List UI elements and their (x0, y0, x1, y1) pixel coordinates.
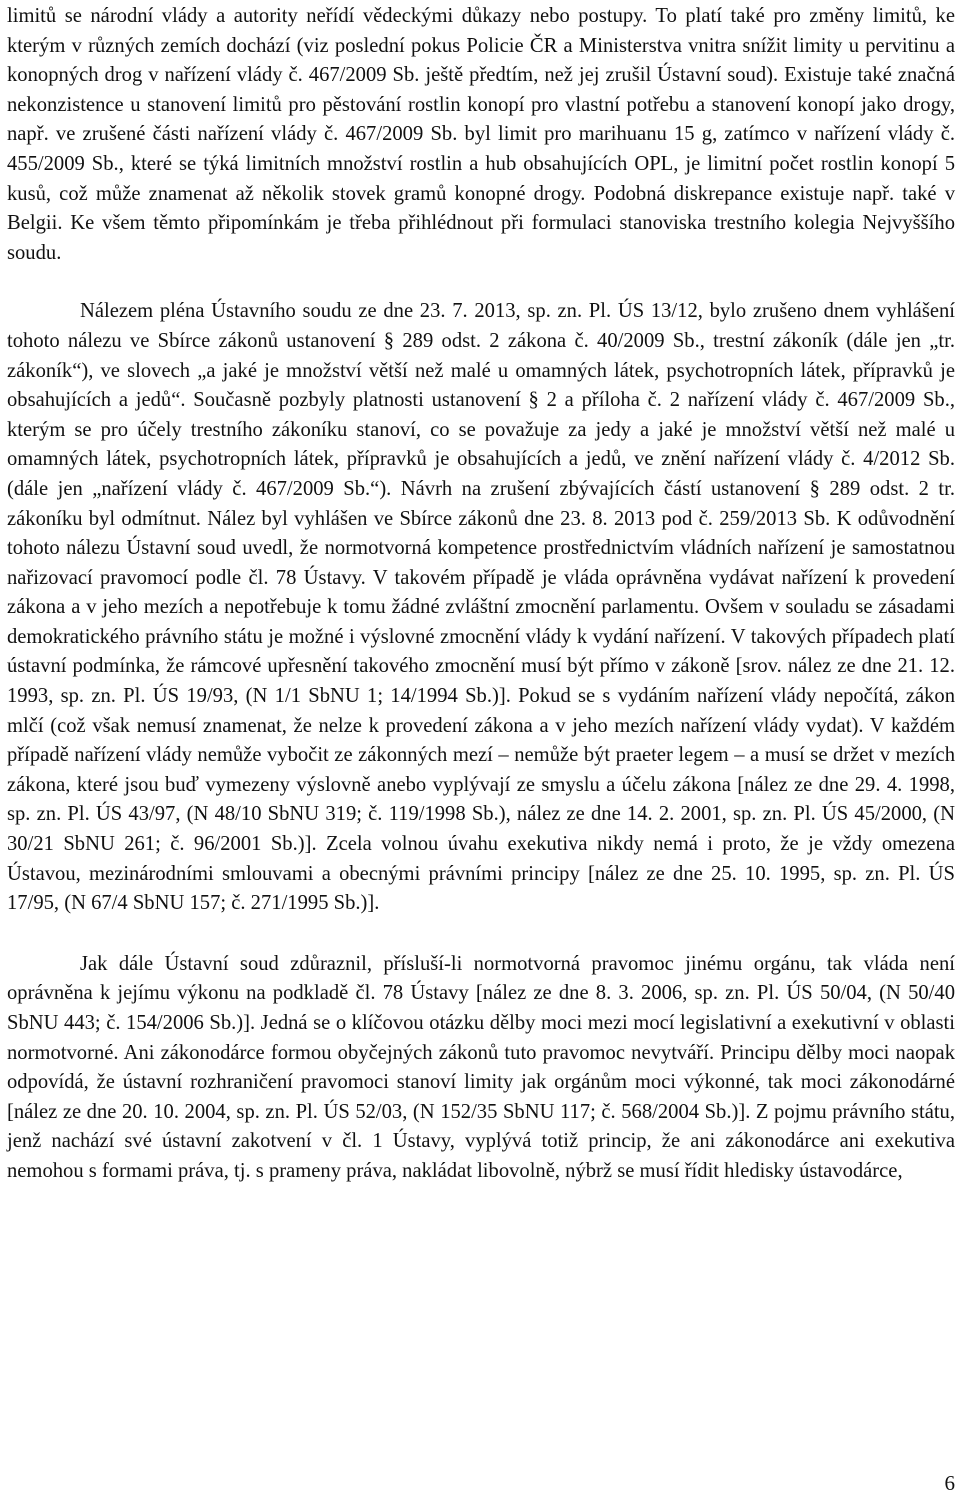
paragraph-separation-of-powers: Jak dále Ústavní soud zdůraznil, přísluší-li normotvorná pravomoc jinému orgánu, tak vláda není oprávněna k jejímu výkonu na podkladě čl. 78 Ústavy [nález ze dne 8. 3. 2006, sp. zn. Pl. ÚS 50/04, (N 50/40 SbNU 443; č. 154/2006 Sb.)]. Jedná se o klíčovou otázku dělby moci mezi mocí legislativní a exekutivní v oblasti normotvorné. Ani zákonodárce formou obyčejných zákonů tuto pravomoc nevytváří. Principu dělby moci naopak odpovídá, že ústavní rozhraničení pravomoci stanoví limity jak orgánům moci výkonné, tak moci zákonodárné [nález ze dne 20. 10. 2004, sp. zn. Pl. ÚS 52/03, (N 152/35 SbNU 117; č. 568/2004 Sb.)]. Z pojmu právního státu, jenž nachází své ústavní zakotvení v čl. 1 Ústavy, vyplývá totiž princip, že ani zákonodárce ani exekutiva nemohou s formami práva, tj. s prameny práva, nakládat libovolně, nýbrž se musí řídit hledisky ústavodárce, (7, 952, 955, 1182)
paragraph-limits-inconsistency: limitů se národní vlády a autority neřídí vědeckými důkazy nebo postupy. To platí také pro změny limitů, ke kterým v různých zemích dochází (viz poslední pokus Policie ČR a Ministerstva vnitra snížit limity u pervitinu a konopných drog v nařízení vlády č. 467/2009 Sb. ještě předtím, než jej zrušil Ústavní soud). Existuje také značná nekonzistence u stanovení limitů pro pěstování rostlin konopí pro vlastní potřebu a stanovení konopí jako drogy, např. ve zrušené části nařízení vlády č. 467/2009 Sb. byl limit pro marihuanu 15 g, zatímco v nařízení vlády č. 455/2009 Sb., které se týká limitních množství rostlin a hub obsahujících OPL, je limitní počet rostlin konopí 5 kusů, což může znamenat až několik stovek gramů konopné drogy. Podobná diskrepance existuje např. také v Belgii. Ke všem těmto připomínkám je třeba přihlédnout při formulaci stanoviska trestního kolegia Nejvyššího soudu. (7, 5, 955, 264)
page-number: 6 (944, 1471, 955, 1495)
paragraph-constitutional-court-ruling: Nálezem pléna Ústavního soudu ze dne 23. 7. 2013, sp. zn. Pl. ÚS 13/12, bylo zrušeno dnem vyhlášení tohoto nálezu ve Sbírce zákonů ustanovení § 289 odst. 2 zákona č. 40/2009 Sb., trestní zákoník (dále jen „tr. zákoník“), ve slovech „a jaké je množství větší než malé u omamných látek, psychotropních látek, přípravků je obsahujících a jedů“. Současně pozbyly platnosti ustanovení § 2 a příloha č. 2 nařízení vlády č. 467/2009 Sb., kterým se pro účely trestního zákoníku stanoví, co se považuje za jedy a jaké je množství větší než malé u omamných látek, psychotropních látek, přípravků je obsahujících a jedů, ve znění nařízení vlády č. 4/2012 Sb. (dále jen „nařízení vlády č. 467/2009 Sb.“). Návrh na zrušení zbývajících částí ustanovení § 289 odst. 2 tr. zákoníku byl odmítnut. Nález byl vyhlášen ve Sbírce zákonů dne 23. 8. 2013 pod č. 259/2013 Sb. K odůvodnění tohoto nálezu Ústavní soud uvedl, že normotvorná kompetence prostřednictvím vládních nařízení je samostatnou nařizovací pravomocí podle čl. 78 Ústavy. V takovém případě je vláda oprávněna vydávat nařízení k provedení zákona a v jeho mezích a nepotřebuje k tomu žádné zvláštní zmocnění parlamentu. Ovšem v souladu se zásadami demokratického právního státu je možné i výslovné zmocnění vlády k vydání nařízení. V takových případech platí ústavní podmínka, že rámcové upřesnění takového zmocnění musí být přímo v zákoně [srov. nález ze dne 21. 12. 1993, sp. zn. Pl. ÚS 19/93, (N 1/1 SbNU 1; 14/1994 Sb.)]. Pokud se s vydáním nařízení vlády nepočítá, zákon mlčí (což však nemusí znamenat, že nelze k provedení zákona a v jeho mezích nařízení vlády vydat). V každém případě nařízení vlády nemůže vybočit ze zákonných mezí – nemůže být praeter legem – a musí se držet v mezích zákona, které jsou buď vymezeny výslovně anebo vyplývají ze smyslu a účelu zákona [nález ze dne 29. 4. 1998, sp. zn. Pl. ÚS 43/97, (N 48/10 SbNU 319; č. 119/1998 Sb.), nález ze dne 14. 2. 2001, sp. zn. Pl. ÚS 45/2000, (N 30/21 SbNU 261; č. 96/2001 Sb.)]. Zcela volnou úvahu exekutiva nikdy nemá i proto, že je vždy omezena Ústavou, mezinárodními smlouvami a obecnými právními principy [nález ze dne 25. 10. 1995, sp. zn. Pl. ÚS 17/95, (N 67/4 SbNU 157; č. 271/1995 Sb.)]. (7, 300, 955, 915)
document-page (7, 2, 955, 1187)
